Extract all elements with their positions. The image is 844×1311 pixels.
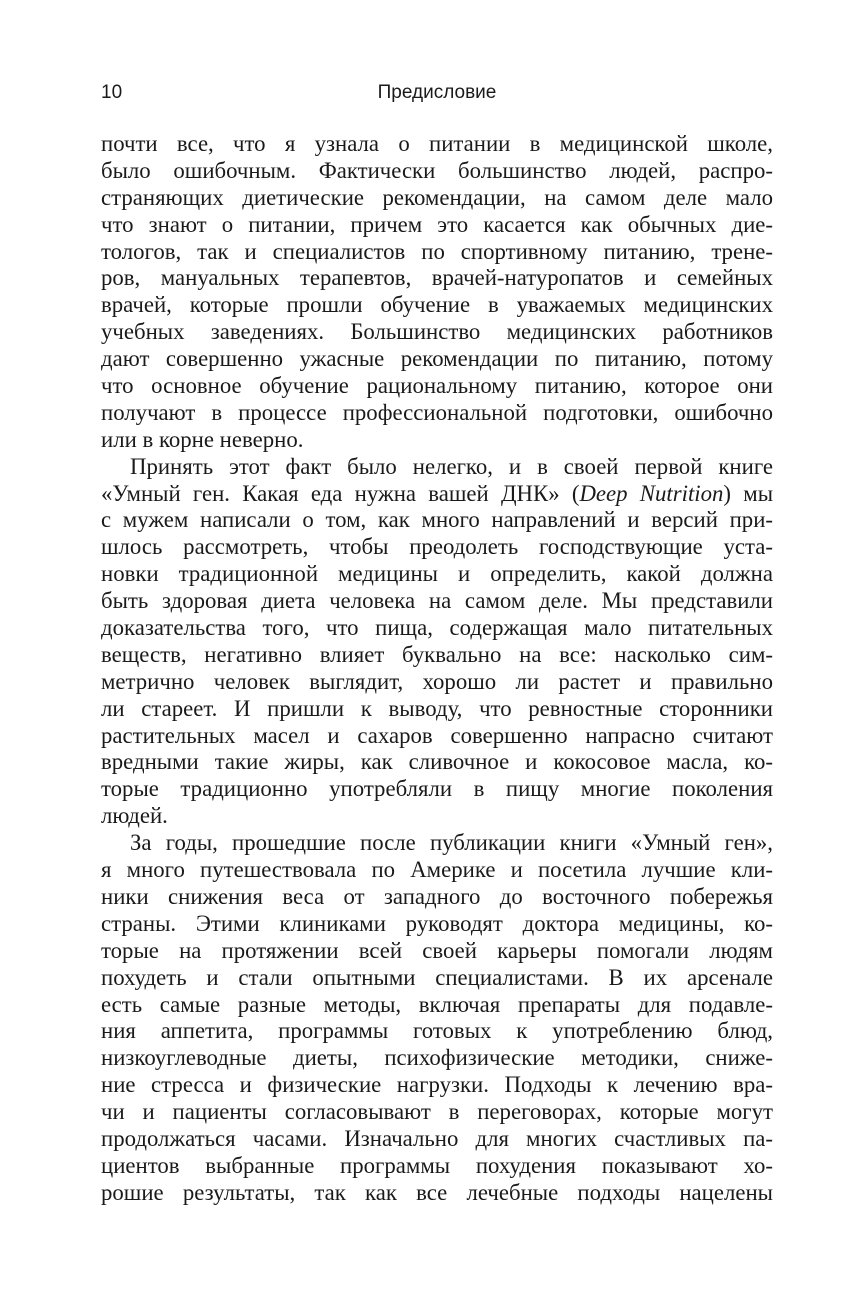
page-number: 10: [101, 82, 123, 103]
text-line: шлось рассмотреть, чтобы преодолеть господствующие уста-: [101, 534, 773, 560]
text-line: страны. Этими клиниками руководят доктора медицины, ко-: [101, 910, 773, 936]
text-line: рошие результаты, так как все лечебные подходы нацелены: [101, 1179, 773, 1205]
text-line: что основное обучение рациональному питанию, которое они: [101, 373, 773, 399]
text-line: ния аппетита, программы готовых к употреблению блюд,: [101, 1018, 773, 1044]
book-title-italic: Deep Nutrition: [579, 480, 724, 506]
text-line: веществ, негативно влияет буквально на все: насколько сим-: [101, 641, 773, 667]
text-line: людей.: [101, 803, 168, 829]
text-line: Принять этот факт было нелегко, и в своей первой книге: [130, 453, 773, 479]
text-line: что знают о питании, причем это касается как обычных дие-: [101, 211, 773, 237]
text-line: растительных масел и сахаров совершенно напрасно считают: [101, 722, 773, 748]
text-line: новки традиционной медицины и определить, какой должна: [101, 561, 773, 587]
text-line: учебных заведениях. Большинство медицинских работников: [101, 319, 773, 345]
text-segment: ) мы: [723, 480, 774, 506]
body-text: [101, 131, 773, 1207]
text-line: врачей, которые прошли обучение в уважаемых медицинских: [101, 292, 773, 318]
text-line: почти все, что я узнала о питании в медицинской школе,: [101, 131, 773, 156]
text-line: циентов выбранные программы похудения показывают хо-: [101, 1152, 773, 1178]
text-line: За годы, прошедшие после публикации книги «Умный ген»,: [130, 830, 773, 856]
text-line: тологов, так и специалистов по спортивному питанию, трене-: [101, 238, 773, 264]
text-line: вредными такие жиры, как сливочное и кокосовое масла, ко-: [101, 749, 773, 775]
text-line-mixed: [101, 481, 773, 508]
text-line: было ошибочным. Фактически большинство людей, распро-: [101, 157, 773, 183]
text-line: метрично человек выглядит, хорошо ли растет и правильно: [101, 668, 773, 694]
text-line: ники снижения веса от западного до восточного побережья: [101, 883, 773, 909]
text-line: быть здоровая диета человека на самом деле. Мы представили: [101, 588, 773, 614]
text-line: или в корне неверно.: [101, 426, 304, 452]
text-line: торые традиционно употребляли в пищу многие поколения: [101, 776, 773, 802]
running-head: [101, 80, 773, 106]
text-line: низкоуглеводные диеты, психофизические методики, сниже-: [101, 1045, 773, 1071]
text-line: страняющих диетические рекомендации, на самом деле мало: [101, 184, 773, 210]
text-line: получают в процессе профессиональной подготовки, ошибочно: [101, 399, 773, 425]
text-line: продолжаться часами. Изначально для многих счастливых па-: [101, 1125, 773, 1151]
text-segment: «Умный ген. Какая еда нужна вашей ДНК» (: [101, 480, 580, 506]
text-line: я много путешествовала по Америке и посетила лучшие кли-: [101, 857, 773, 883]
text-line: торые на протяжении всей своей карьеры помогали людям: [101, 937, 773, 963]
text-line: чи и пациенты согласовывают в переговорах, которые могут: [101, 1099, 773, 1125]
text-line: ров, мануальных терапевтов, врачей-натуропатов и семейных: [101, 265, 773, 291]
text-line: дают совершенно ужасные рекомендации по питанию, потому: [101, 346, 773, 372]
text-line: доказательства того, что пища, содержащая мало питательных: [101, 615, 773, 641]
text-line: есть самые разные методы, включая препараты для подавле-: [101, 991, 773, 1017]
text-line: с мужем написали о том, как много направлений и версий при-: [101, 507, 773, 533]
text-line: похудеть и стали опытными специалистами. В их арсенале: [101, 964, 773, 990]
text-line: ли стареет. И пришли к выводу, что ревностные сторонники: [101, 695, 773, 721]
section-title: Предисловие: [377, 82, 497, 103]
text-line: ние стресса и физические нагрузки. Подходы к лечению вра-: [101, 1072, 773, 1098]
